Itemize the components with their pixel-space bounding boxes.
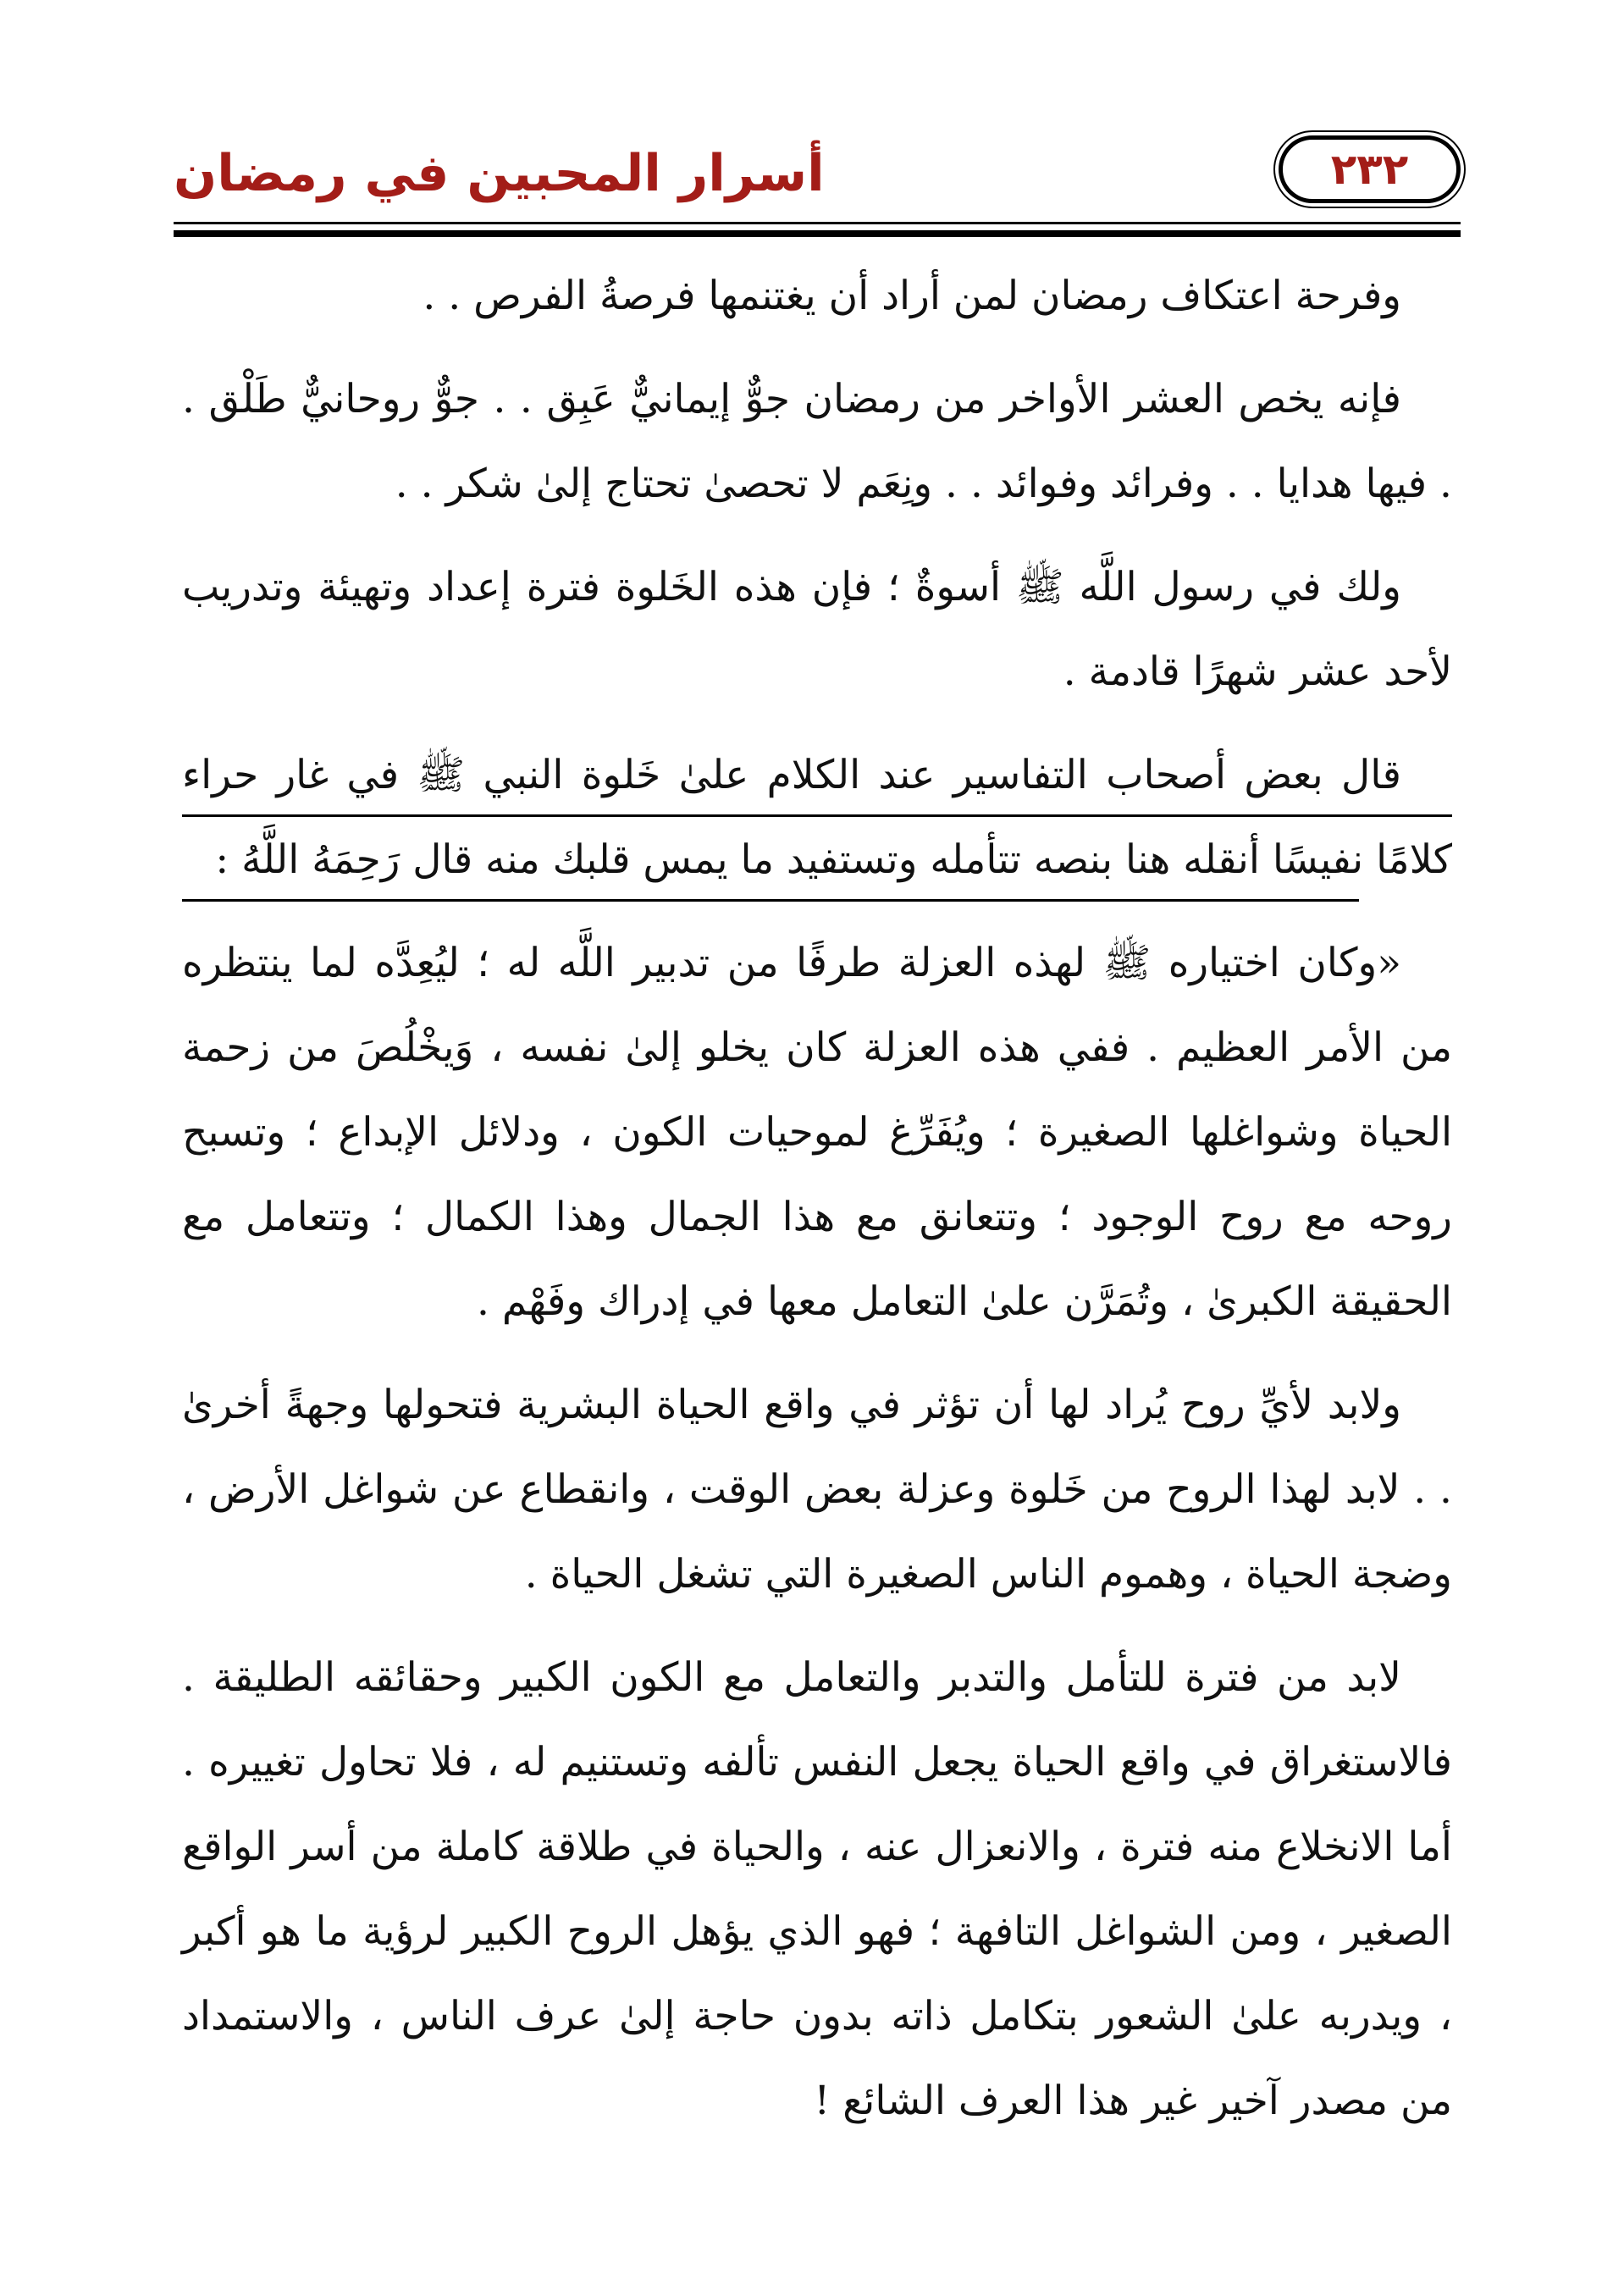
- page-number: ٢٣٢: [1330, 145, 1409, 194]
- underline-rule: [182, 814, 1452, 817]
- quote-paragraph: «وكان اختياره ﷺ لهذه العزلة طرفًا من تدبير اللَّه له ؛ ليُعِدَّه لما ينتظره من الأمر العظيم . ففي هذه العزلة كان يخلو إلىٰ نفسه ، وَيخْلُصَ من زحمة الحياة وشواغلها الصغيرة ؛ ويُفَرِّغ لموحيات الكون ، ودلائل الإبداع ؛ وتسبح روحه مع روح الوجود ؛ وتتعانق مع هذا الجمال وهذا الكمال ؛ وتتعامل مع الحقيقة الكبرىٰ ، وتُمَرَّن علىٰ التعامل معها في إدراك وفَهْم .: [182, 940, 1452, 1325]
- header-rule: [174, 222, 1461, 224]
- quote-paragraph: ولابد لأيِّ روح يُراد لها أن تؤثر في واقع الحياة البشرية فتحولها وجهةً أخرىٰ . . لابد لهذا الروح من خَلوة وعزلة بعض الوقت ، وانقطاع عن شواغل الأرض ، وضجة الحياة ، وهموم الناس الصغيرة التي تشغل الحياة .: [182, 1382, 1452, 1598]
- quote-paragraph: لابد من فترة للتأمل والتدبر والتعامل مع الكون الكبير وحقائقه الطليقة . فالاستغراق في واقع الحياة يجعل النفس تألفه وتستنيم له ، فلا تحاول تغييره . أما الانخلاع منه فترة ، والانعزال عنه ، والحياة في طلاقة كاملة من أسر الواقع الصغير ، ومن الشواغل التافهة ؛ فهو الذي يؤهل الروح الكبير لرؤية ما هو أكبر ، ويدربه علىٰ الشعور بتكامل ذاته بدون حاجة إلىٰ عرف الناس ، والاستمداد من مصدر آخير غير هذا العرف الشائع !: [182, 1654, 1452, 2124]
- underline-rule: [182, 899, 1359, 902]
- book-title: أسرار المحبين في رمضان: [174, 144, 825, 203]
- paragraph: وفرحة اعتكاف رمضان لمن أراد أن يغتنمها فرصةُ الفرص . .: [423, 273, 1401, 319]
- quote-introduction-text: قال بعض أصحاب التفاسير عند الكلام علىٰ خَلوة النبي ﷺ في غار حراء كلامًا نفيسًا أنقله هنا بنصه تتأمله وتستفيد ما يمس قلبك منه قال رَحِمَهُ اللَّهُ :: [182, 752, 1452, 883]
- quote-introduction: [182, 733, 1452, 902]
- running-header: [174, 135, 1461, 237]
- page-body: [182, 254, 1452, 2162]
- paragraph: ولك في رسول اللَّه ﷺ أسوةٌ ؛ فإن هذه الخَلوة فترة إعداد وتهيئة وتدريب لأحد عشر شهرًا قادمة .: [182, 564, 1452, 695]
- paragraph: فإنه يخص العشر الأواخر من رمضان جوٌّ إيمانيٌّ عَبِق . . جوٌّ روحانيٌّ طَلْق . . فيها هدايا . . وفرائد وفوائد . . ونِعَم لا تحصىٰ تحتاج إلىٰ شكر . .: [182, 376, 1452, 507]
- page-number-badge: [1279, 135, 1461, 203]
- header-rule-thick: [174, 230, 1461, 237]
